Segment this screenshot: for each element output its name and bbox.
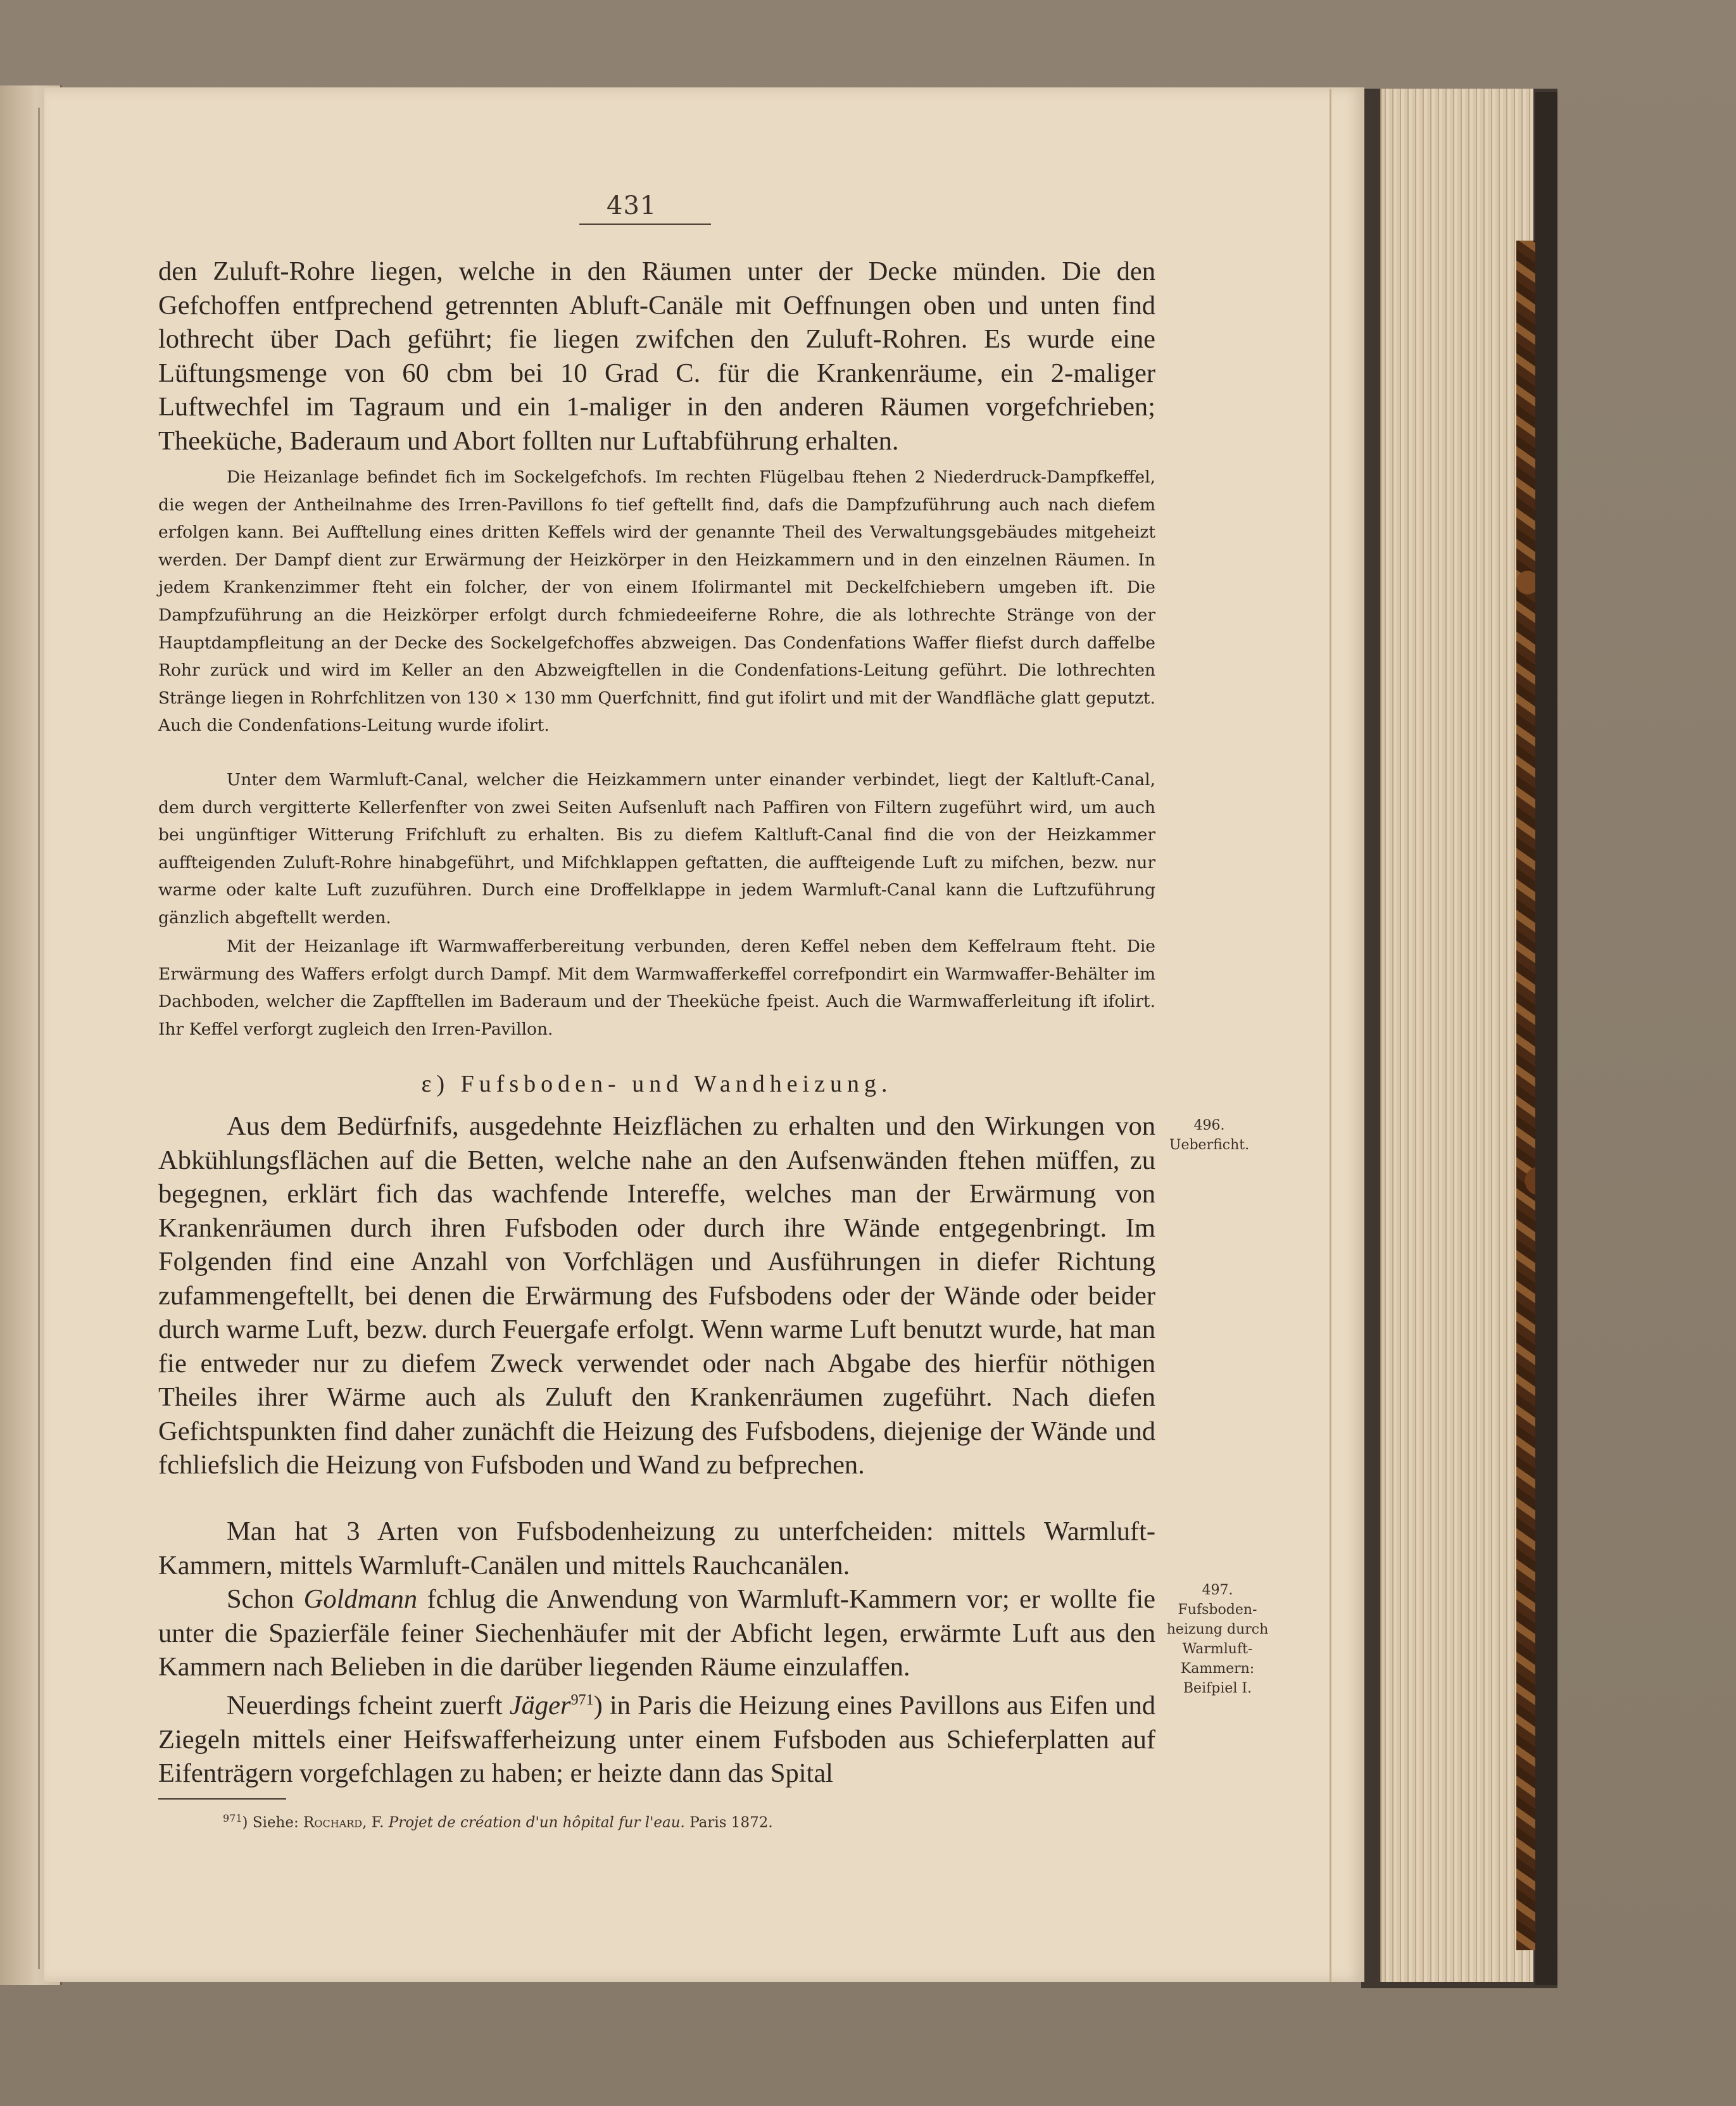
paragraph-arten: Man hat 3 Arten von Fufsbodenheizung zu unterfcheiden: mittels Warmluft-Kammern, mittels Warmluft-Canälen und mittels Rauchcanälen. [158, 1516, 1155, 1580]
page-stack-edges [1380, 89, 1533, 1982]
paragraph-kaltluft-canal: Unter dem Warmluft-Canal, welcher die Heizkammern unter einander verbindet, liegt der Kaltluft-Canal, dem durch vergitterte Kellerfenfter von zwei Seiten Aufsenluft nach Paffiren von Filtern zugeführt wird, um auch bei ungünftiger Witterung Frifchluft zu erhalten. Bis zu diefem Kaltluft-Canal find die von der Heizkammer auffteigenden Zuluft-Rohre hinabgeführt, und Mifchklappen geftatten, die auffteigende Luft zu mifchen, bezw. nur warme oder kalte Luft zuzuführen. Durch eine Droffelklappe in jedem Warmluft-Canal kann die Luftzuführung gänzlich abgeftellt werden. [158, 770, 1155, 928]
sidenote-496 [1165, 1116, 1254, 1155]
sidenote-label: Ueberficht. [1169, 1137, 1250, 1153]
text: Schon [227, 1584, 304, 1614]
text: ) in Paris die Heizung eines Pavillons aus Eifen und Ziegeln mittels einer Heifswafferheizung unter einem Fufsboden aus Schieferplatten auf Eifenträgern vorgefchlagen zu haben; er heizte dann das Spital [158, 1691, 1155, 1789]
paragraph-goldmann [158, 1582, 1155, 1684]
section-heading: ε) Fufsboden- und Wandheizung. [421, 1071, 893, 1097]
paragraph-heizanlage: Die Heizanlage befindet fich im Sockelgefchofs. Im rechten Flügelbau ftehen 2 Niederdruck-Dampfkeffel, die wegen der Antheilnahme des Irren-Pavillons fo tief geftellt find, dafs die Dampfzuführung auch nach diefem erfolgen kann. Bei Aufftellung eines dritten Keffels wird der genannte Theil des Verwaltungsgebäudes mitgeheizt werden. Der Dampf dient zur Erwärmung der Heizkörper in den Heizkammern und in den einzelnen Räumen. In jedem Krankenzimmer fteht ein folcher, der von einem Ifolirmantel mit Deckelfchiebern umgeben ift. Die Dampfzuführung an die Heizkörper erfolgt durch fchmiedeeiferne Rohre, die als lothrechte Stränge von der Hauptdampfleitung an der Decke des Sockelgefchoffes abzweigen. Das Condenfations Waffer fliefst durch daffelbe Rohr zurück und wird im Keller an den Abzweigftellen in die Condenfations-Leitung geführt. Die lothrechten Stränge liegen in Rohrfchlitzen von 130 × 130 mm Querfchnitt, find gut ifolirt und mit der Wandfläche glatt geputzt. Auch die Condenfations-Leitung wurde ifolirt. [158, 467, 1155, 736]
page-edge-line [1330, 89, 1331, 1982]
footnote-mark: 971 [223, 1812, 242, 1824]
cover-board [1535, 92, 1557, 1985]
paragraph-ueberficht: Aus dem Bedürfnifs, ausgedehnte Heizflächen zu erhalten und den Wirkungen von Abkühlungsflächen auf die Betten, welche nahe an den Aufsenwänden ftehen müffen, zu begegnen, erklärt fich das wachfende Intereffe, welches man der Erwärmung von Krankenräumen durch ihren Fufsboden oder durch ihre Wände entgegenbringt. Im Folgenden find eine Anzahl von Vorfchlägen und Ausführungen in diefer Richtung zufammengeftellt, bei denen die Erwärmung des Fufsbodens oder der Wände oder beider durch warme Luft, bezw. durch Feuergafe erfolgt. Wenn warme Luft benutzt wurde, hat man fie entweder nur zu diefem Zweck verwendet oder nach Abgabe des hierfür nöthigen Theiles ihrer Wärme auch als Zuluft den Krankenräumen zugeführt. Nach diefen Gefichtspunkten find daher zunächft die Heizung des Fufsbodens, diejenige der Wände und fchliefslich die Heizung von Fufsboden und Wand zu befprechen. [158, 1111, 1155, 1480]
paragraph-jaeger [158, 1684, 1155, 1791]
author-name: Goldmann [303, 1584, 418, 1614]
footnote-author: Rochard, F. [303, 1814, 384, 1831]
text: fchlug die Anwendung von Warmluft-Kammern vor; er wollte fie unter die Spazierfäle feiner Siechenhäufer mit der Abficht legen, erwärmte Luft aus den Kammern nach Belieben in die darüber liegenden Räume einzulaffen. [158, 1584, 1155, 1682]
facing-page-gutter [38, 108, 40, 1969]
footnote [223, 1812, 773, 1831]
page-number: 431 [607, 191, 657, 220]
text: Neuerdings fcheint zuerft [227, 1691, 510, 1721]
footnote-prefix: ) Siehe: [242, 1814, 304, 1831]
footnote-rule [158, 1798, 286, 1800]
footnote-reference: 971 [570, 1692, 594, 1708]
sidenote-497 [1157, 1580, 1278, 1698]
paragraph-zuluft: den Zuluft-Rohre liegen, welche in den Räumen unter der Decke münden. Die den Gefchoffen entfprechend getrennten Abluft-Canäle mit Oeffnungen oben und unten find lothrecht über Dach geführt; fie liegen zwifchen den Zuluft-Rohren. Es wurde eine Lüftungsmenge von 60 cbm bei 10 Grad C. für die Krankenräume, ein 2-maliger Luftwechfel im Tagraum und ein 1-maliger in den anderen Räumen vorgefchrieben; Theeküche, Baderaum und Abort follten nur Luftabführung erhalten. [158, 256, 1155, 456]
footnote-title: Projet de création d'un hôpital fur l'eau. [388, 1814, 685, 1831]
page-number-rule [579, 224, 711, 225]
sidenote-number: 496. [1193, 1118, 1225, 1133]
sidenote-label: Fufsboden-heizung durch Warmluft-Kammern: Beifpiel I. [1166, 1602, 1269, 1696]
author-name: Jäger [509, 1691, 571, 1721]
sidenote-number: 497. [1202, 1582, 1233, 1598]
footnote-suffix: Paris 1872. [689, 1814, 773, 1831]
paragraph-warmwasser: Mit der Heizanlage ift Warmwafferbereitung verbunden, deren Keffel neben dem Keffelraum fteht. Die Erwärmung des Waffers erfolgt durch Dampf. Mit dem Warmwafferkeffel correfpondirt ein Warmwaffer-Behälter im Dachboden, welcher die Zapfftellen im Baderaum und der Theeküche fpeist. Auch die Warmwafferleitung ift ifolirt. Ihr Keffel verforgt zugleich den Irren-Pavillon. [158, 936, 1155, 1039]
